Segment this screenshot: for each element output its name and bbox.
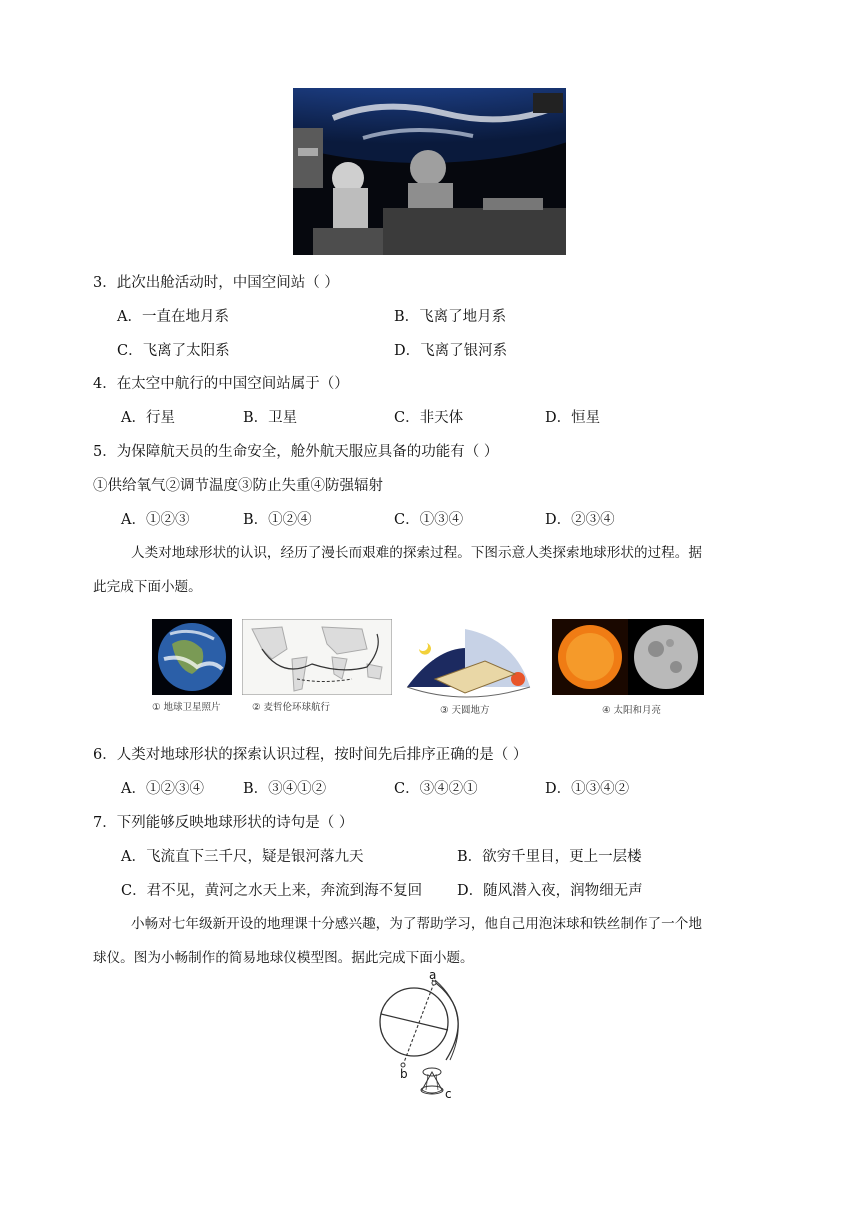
q3-option-b: B．飞离了地月系	[394, 309, 507, 325]
q4-option-b: B．卫星	[243, 410, 298, 426]
question-7-stem: 7．下列能够反映地球形状的诗句是（ ）	[93, 815, 354, 831]
q7-option-b: B．欲穷千里目，更上一层楼	[457, 849, 642, 865]
figure-3-caption: ③ 天圆地方	[440, 705, 490, 716]
q6-option-a: A．①②③④	[121, 781, 204, 797]
simple-globe-diagram	[372, 968, 472, 1104]
q6-option-d: D．①③④②	[545, 781, 630, 797]
passage-1-line-2: 此完成下面小题。	[93, 579, 202, 595]
q4-option-a: A．行星	[121, 410, 175, 426]
q5-option-a: A．①②③	[121, 512, 190, 528]
q4-option-d: D．恒星	[545, 410, 601, 426]
round-sky-square-earth-image	[405, 619, 535, 699]
q5-option-b: B．①②④	[243, 512, 312, 528]
figure-1-caption: ① 地球卫星照片	[152, 702, 221, 713]
q7-option-a: A．飞流直下三千尺，疑是银河落九天	[121, 849, 364, 865]
spacewalk-photo	[293, 88, 566, 255]
q4-option-c: C．非天体	[394, 410, 464, 426]
figure-4-caption: ④ 太阳和月亮	[602, 705, 662, 716]
q6-option-b: B．③④①②	[243, 781, 327, 797]
q5-option-c: C．①③④	[394, 512, 464, 528]
q5-items: ①供给氧气②调节温度③防止失重④防强辐射	[93, 478, 383, 494]
passage-2-line-1: 小畅对七年级新开设的地理课十分感兴趣，为了帮助学习，他自己用泡沫球和铁丝制作了一个地	[131, 916, 702, 932]
q3-option-d: D．飞离了银河系	[394, 343, 508, 359]
question-6-stem: 6．人类对地球形状的探索认识过程，按时间先后排序正确的是（ ）	[93, 747, 528, 763]
magellan-route-map	[242, 619, 392, 695]
q3-option-a: A．一直在地月系	[117, 309, 229, 325]
globe-label-c: c	[445, 1087, 452, 1101]
q5-option-d: D．②③④	[545, 512, 615, 528]
question-3-stem: 3．此次出舱活动时，中国空间站（ ）	[93, 275, 339, 291]
question-5-stem: 5．为保障航天员的生命安全，舱外航天服应具备的功能有（ ）	[93, 444, 499, 460]
passage-1-line-1: 人类对地球形状的认识，经历了漫长而艰难的探索过程。下图示意人类探索地球形状的过程。据	[131, 545, 702, 561]
sun-and-moon-image	[552, 619, 704, 695]
q6-option-c: C．③④②①	[394, 781, 478, 797]
passage-2-line-2: 球仪。图为小畅制作的简易地球仪模型图。据此完成下面小题。	[93, 950, 474, 966]
q7-option-d: D．随风潜入夜，润物细无声	[457, 883, 643, 899]
globe-label-b: b	[400, 1067, 408, 1081]
satellite-earth-image	[152, 619, 232, 695]
earth-shape-figures	[152, 619, 712, 715]
q3-option-c: C．飞离了太阳系	[117, 343, 230, 359]
globe-label-a: a	[429, 968, 437, 982]
question-4-stem: 4．在太空中航行的中国空间站属于（）	[93, 376, 349, 392]
q7-option-c: C．君不见，黄河之水天上来，奔流到海不复回	[121, 883, 423, 899]
figure-2-caption: ② 麦哲伦环球航行	[252, 702, 331, 713]
